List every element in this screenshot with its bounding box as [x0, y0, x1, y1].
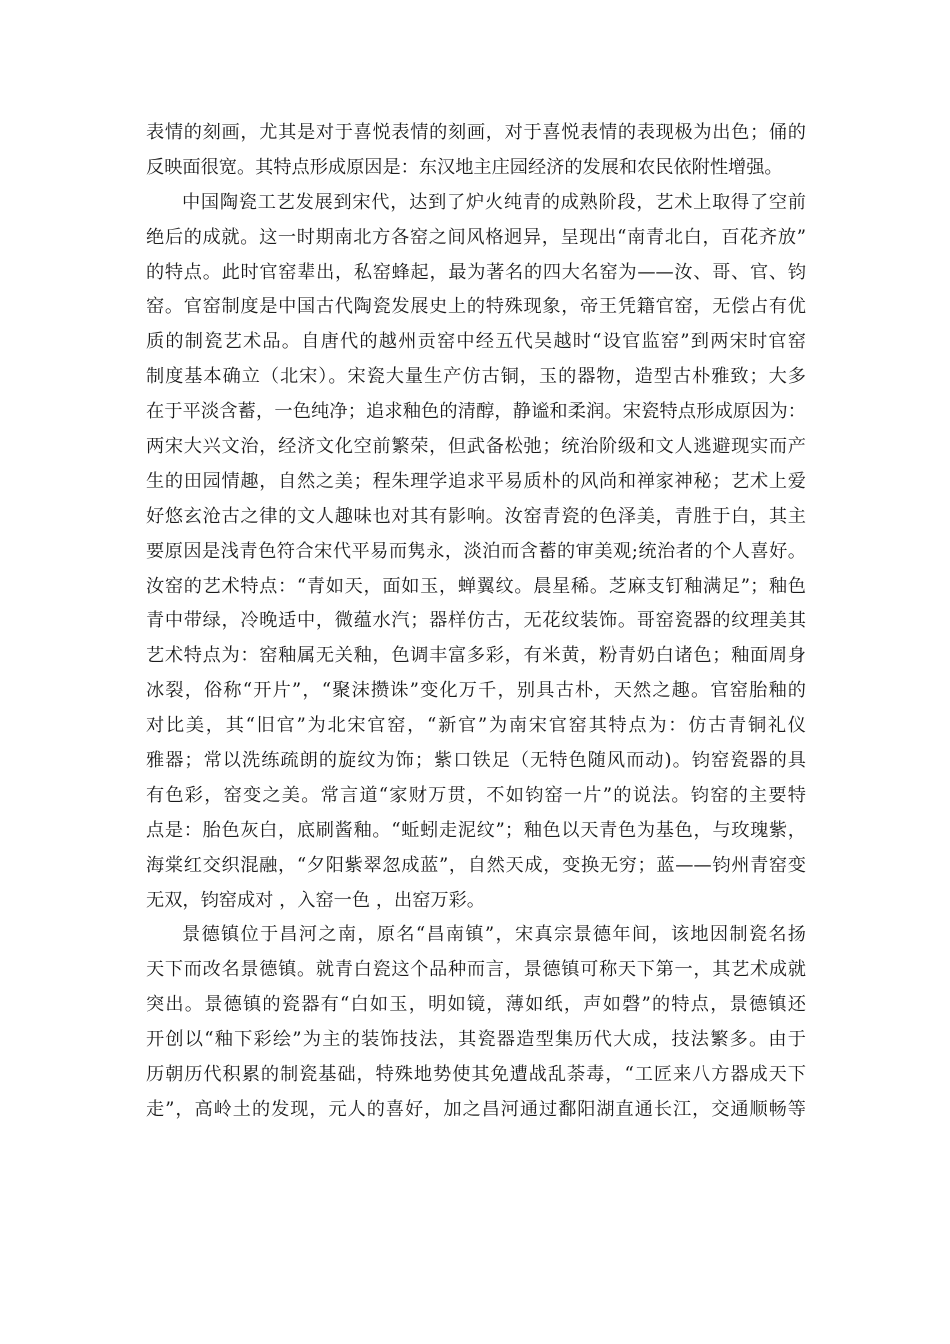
text-line: 要原因是浅青色符合宋代平易而隽永，淡泊而含蓄的审美观;统治者的个人喜好。 — [146, 540, 806, 562]
text-line: 汝窑的艺术特点：“青如天，面如玉，蝉翼纹。晨星稀。芝麻支钉釉满足”；釉色 — [146, 575, 806, 597]
paragraph — [146, 116, 806, 186]
text-line: 在于平淡含蓄，一色纯净；追求釉色的清醇，静谧和柔润。宋瓷特点形成原因为： — [146, 401, 806, 423]
text-line: 制度基本确立（北宋）。宋瓷大量生产仿古铜，玉的器物，造型古朴雅致；大多 — [146, 366, 806, 388]
text-line: 艺术特点为：窑釉属无关釉，色调丰富多彩，有米黄，粉青奶白诸色；釉面周身 — [146, 645, 806, 667]
text-line: 的特点。此时官窑辈出，私窑蜂起，最为著名的四大名窑为——汝、哥、官、钧 — [146, 261, 806, 283]
text-line: 无双，钧窑成对 ，入窑一色 ，出窑万彩。 — [146, 889, 485, 911]
text-line: 中国陶瓷工艺发展到宋代，达到了炉火纯青的成熟阶段，艺术上取得了空前 — [182, 191, 806, 213]
text-line: 天下而改名景德镇。就青白瓷这个品种而言，景德镇可称天下第一，其艺术成就 — [146, 959, 806, 981]
text-line: 青中带绿，冷晚适中，微蕴水汽；器样仿古，无花纹装饰。哥窑瓷器的纹理美其 — [146, 610, 806, 632]
body-text — [146, 116, 806, 1128]
text-line: 有色彩，窑变之美。常言道“家财万贯，不如钧窑一片”的说法。钧窑的主要特 — [146, 784, 806, 806]
text-line: 窑。官窑制度是中国古代陶瓷发展史上的特殊现象，帝王凭籍官窑，无偿占有优 — [146, 296, 806, 318]
text-line: 点是：胎色灰白，底刷酱釉。“蚯蚓走泥纹”；釉色以天青色为基色，与玫瑰紫， — [146, 819, 806, 841]
paragraph — [146, 918, 806, 1127]
text-line: 两宋大兴文治，经济文化空前繁荣，但武备松弛；统治阶级和文人逃避现实而产 — [146, 436, 806, 458]
text-line: 对比美，其“旧官”为北宋官窑，“新官”为南宋官窑其特点为：仿古青铜礼仪 — [146, 715, 806, 737]
text-line: 走”，高岭土的发现，元人的喜好，加之昌河通过鄱阳湖直通长江，交通顺畅等 — [146, 1098, 806, 1120]
text-line: 历朝历代积累的制瓷基础，特殊地势使其免遭战乱荼毒，“工匠来八方器成天下 — [146, 1064, 806, 1086]
text-line: 雅器；常以洗练疏朗的旋纹为饰；紫口铁足（无特色随风而动)。钧窑瓷器的具 — [146, 750, 806, 772]
text-line: 海棠红交织混融，“夕阳紫翠忽成蓝”，自然天成，变换无穷；蓝——钧州青窑变 — [146, 854, 806, 876]
text-line: 绝后的成就。这一时期南北方各窑之间风格迥异，呈现出“南青北白，百花齐放” — [146, 226, 806, 248]
text-line: 景德镇位于昌河之南，原名“昌南镇”，宋真宗景德年间，该地因制瓷名扬 — [182, 924, 806, 946]
text-line: 冰裂，俗称“开片”，“聚沫攒诛”变化万千，别具古朴，天然之趣。官窑胎釉的 — [146, 680, 806, 702]
text-line: 生的田园情趣，自然之美；程朱理学追求平易质朴的风尚和禅家神秘；艺术上爱 — [146, 470, 806, 492]
text-line: 反映面很宽。其特点形成原因是：东汉地主庄园经济的发展和农民依附性增强。 — [146, 156, 783, 178]
text-line: 好悠玄沧古之律的文人趣味也对其有影响。汝窑青瓷的色泽美，青胜于白，其主 — [146, 505, 806, 527]
text-line: 表情的刻画，尤其是对于喜悦表情的刻画，对于喜悦表情的表现极为出色；俑的 — [146, 122, 806, 143]
paragraph — [146, 186, 806, 919]
text-line: 开创以“釉下彩绘”为主的装饰技法，其瓷器造型集历代大成，技法繁多。由于 — [146, 1029, 806, 1051]
text-line: 突出。景德镇的瓷器有“白如玉，明如镜，薄如纸，声如磬”的特点，景德镇还 — [146, 994, 806, 1016]
text-line: 质的制瓷艺术品。自唐代的越州贡窑中经五代吴越时“设官监窑”到两宋时官窑 — [146, 331, 806, 353]
